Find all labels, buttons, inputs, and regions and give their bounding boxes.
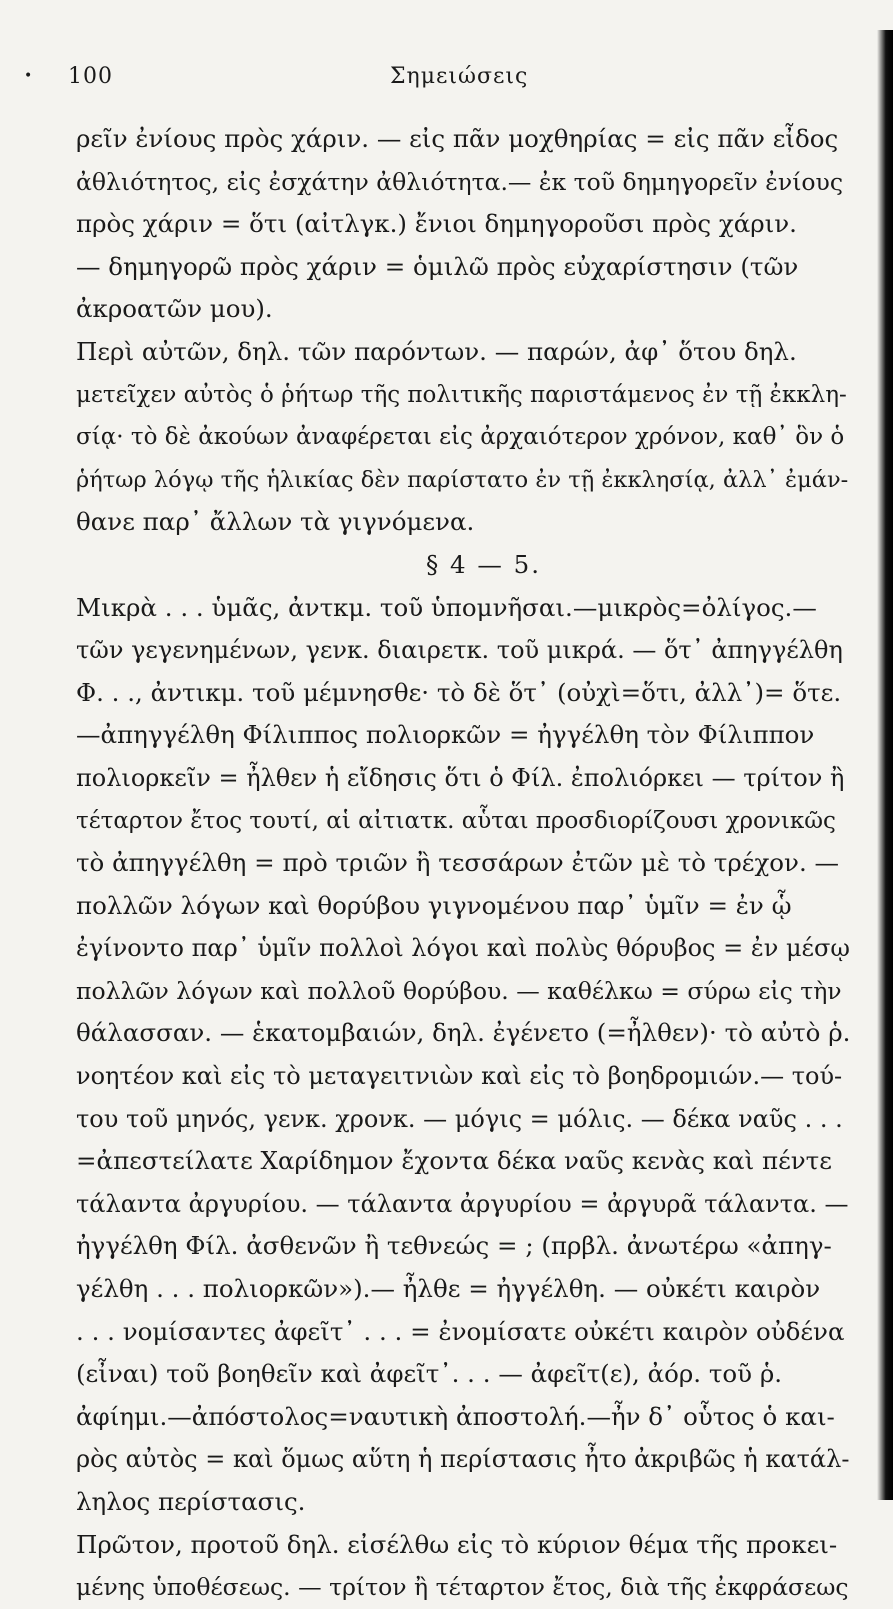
text-line: ἀθλιότητος, εἰς ἐσχάτην ἀθλιότητα.— ἐκ τοῦ δημηγορεῖν ἐνίους — [76, 167, 843, 196]
text-line: ἐγίνοντο παρ᾿ ὑμῖν πολλοὶ λόγοι καὶ πολὺς θόρυβος = ἐν μέσῳ — [76, 934, 850, 963]
text-line: ρὸς αὐτὸς = καὶ ὅμως αὕτη ἡ περίστασις ἦτο ἀκριβῶς ἡ κατάλ- — [76, 1445, 850, 1474]
text-line: Πρῶτον, προτοῦ δηλ. εἰσέλθω εἰς τὸ κύριον θέμα τῆς προκει- — [76, 1529, 838, 1559]
page-edge-shadow — [877, 30, 893, 1500]
text-line: τῶν γεγενημένων, γενκ. διαιρετκ. τοῦ μικρά. — ὅτ᾿ ἀπηγγέλθη — [76, 636, 843, 665]
text-line: θάλασσαν. — ἑκατομβαιών, δηλ. ἐγένετο (=ἦλθεν)· τὸ αὐτὸ ῥ. — [76, 1018, 851, 1048]
text-line: τέταρτον ἔτος τουτί, αἱ αἰτιατκ. αὗται προσδιορίζουσι χρονικῶς — [76, 807, 836, 834]
text-line: πολιορκεῖν = ἦλθεν ἡ εἴδησις ὅτι ὁ Φίλ. ἐπολιόρκει — τρίτον ἢ — [76, 763, 845, 792]
text-line: —ἀπηγγέλθη Φίλιππος πολιορκῶν = ἠγγέλθη τὸν Φίλιππον — [76, 720, 815, 750]
text-line: ἀκροατῶν μου). — [76, 294, 273, 324]
margin-dot: • — [24, 68, 33, 84]
text-line: πρὸς χάριν = ὅτι (αἰτλγκ.) ἔνιοι δημηγοροῦσι πρὸς χάριν. — [76, 209, 797, 239]
text-line: τάλαντα ἀργυρίου. — τάλαντα ἀργυρίου = ἀργυρᾶ τάλαντα. — — [76, 1189, 849, 1218]
text-line: τὸ ἀπηγγέλθη = πρὸ τριῶν ἢ τεσσάρων ἐτῶν μὲ τὸ τρέχον. — — [76, 848, 840, 878]
text-line: του τοῦ μηνός, γενκ. χρονκ. — μόγις = μόλις. — δέκα ναῦς . . . — [76, 1104, 843, 1133]
text-line: Περὶ αὐτῶν, δηλ. τῶν παρόντων. — παρών, ἀφ᾿ ὅτου δηλ. — [76, 336, 797, 366]
text-line: Μικρὰ . . . ὑμᾶς, ἀντκμ. τοῦ ὑπομνῆσαι.—μικρὸς=ὀλίγος.— — [76, 592, 817, 622]
text-line: Φ. . ., ἀντικμ. τοῦ μέμνησθε· τὸ δὲ ὅτ᾿ (οὐχὶ=ὅτι, ἀλλ᾿)= ὅτε. — [76, 677, 842, 707]
text-line: ῥήτωρ λόγῳ τῆς ἡλικίας δὲν παρίστατο ἐν τῇ ἐκκλησίᾳ, ἀλλ᾿ ἐμάν- — [76, 466, 849, 493]
text-line: σίᾳ· τὸ δὲ ἀκούων ἀναφέρεται εἰς ἀρχαιότερον χρόνον, καθ᾿ ὃν ὁ — [76, 424, 845, 451]
text-line: — δημηγορῶ πρὸς χάριν = ὁμιλῶ πρὸς εὐχαρίστησιν (τῶν — [76, 251, 799, 281]
text-line: ἀφίημι.—ἀπόστολος=ναυτικὴ ἀποστολή.—ἦν δ᾿ οὗτος ὁ και- — [76, 1401, 835, 1431]
text-line: μένης ὑποθέσεως. — τρίτον ἢ τέταρτον ἔτος, διὰ τῆς ἐκφράσεως — [76, 1573, 849, 1602]
text-line: πολλῶν λόγων καὶ θορύβου γιγνομένου παρ᾿ ὑμῖν = ἐν ᾧ — [76, 890, 792, 920]
text-line: μετεῖχεν αὐτὸς ὁ ῥήτωρ τῆς πολιτικῆς παριστάμενος ἐν τῇ ἐκκλη- — [76, 381, 847, 408]
text-line: =ἀπεστείλατε Χαρίδημον ἔχοντα δέκα ναῦς κενὰς καὶ πέντε — [76, 1146, 832, 1176]
text-line: ληλος περίστασις. — [76, 1487, 306, 1516]
text-line: (εἶναι) τοῦ βοηθεῖν καὶ ἀφεῖτ᾿. . . — ἀφεῖτ(ε), ἀόρ. τοῦ ῥ. — [76, 1359, 783, 1389]
running-title: Σημειώσεις — [390, 64, 529, 89]
text-line: νοητέον καὶ εἰς τὸ μεταγειτνιὼν καὶ εἰς τὸ βοηδρομιών.— τού- — [76, 1062, 843, 1091]
text-line: γέλθη . . . πολιορκῶν»).— ἦλθε = ἠγγέλθη. — οὐκέτι καιρὸν — [76, 1274, 821, 1304]
text-line: ἠγγέλθη Φίλ. ἀσθενῶν ἢ τεθνεώς = ; (πρβλ. ἀνωτέρω «ἀπηγ- — [76, 1231, 832, 1261]
body-text — [76, 118, 851, 1609]
text-line: . . . νομίσαντες ἀφεῖτ᾿ . . . = ἐνομίσατε οὐκέτι καιρὸν οὐδένα — [76, 1316, 845, 1346]
text-line: θανε παρ᾿ ἄλλων τὰ γιγνόμενα. — [76, 507, 475, 537]
text-line: ρεῖν ἐνίους πρὸς χάριν. — εἰς πᾶν μοχθηρίας = εἰς πᾶν εἶδος — [76, 124, 839, 153]
text-line: πολλῶν λόγων καὶ πολλοῦ θορύβου. — καθέλκω = σύρω εἰς τὴν — [76, 976, 842, 1005]
section-heading: § 4 — 5. — [425, 549, 542, 579]
page-number: 100 — [68, 64, 113, 89]
